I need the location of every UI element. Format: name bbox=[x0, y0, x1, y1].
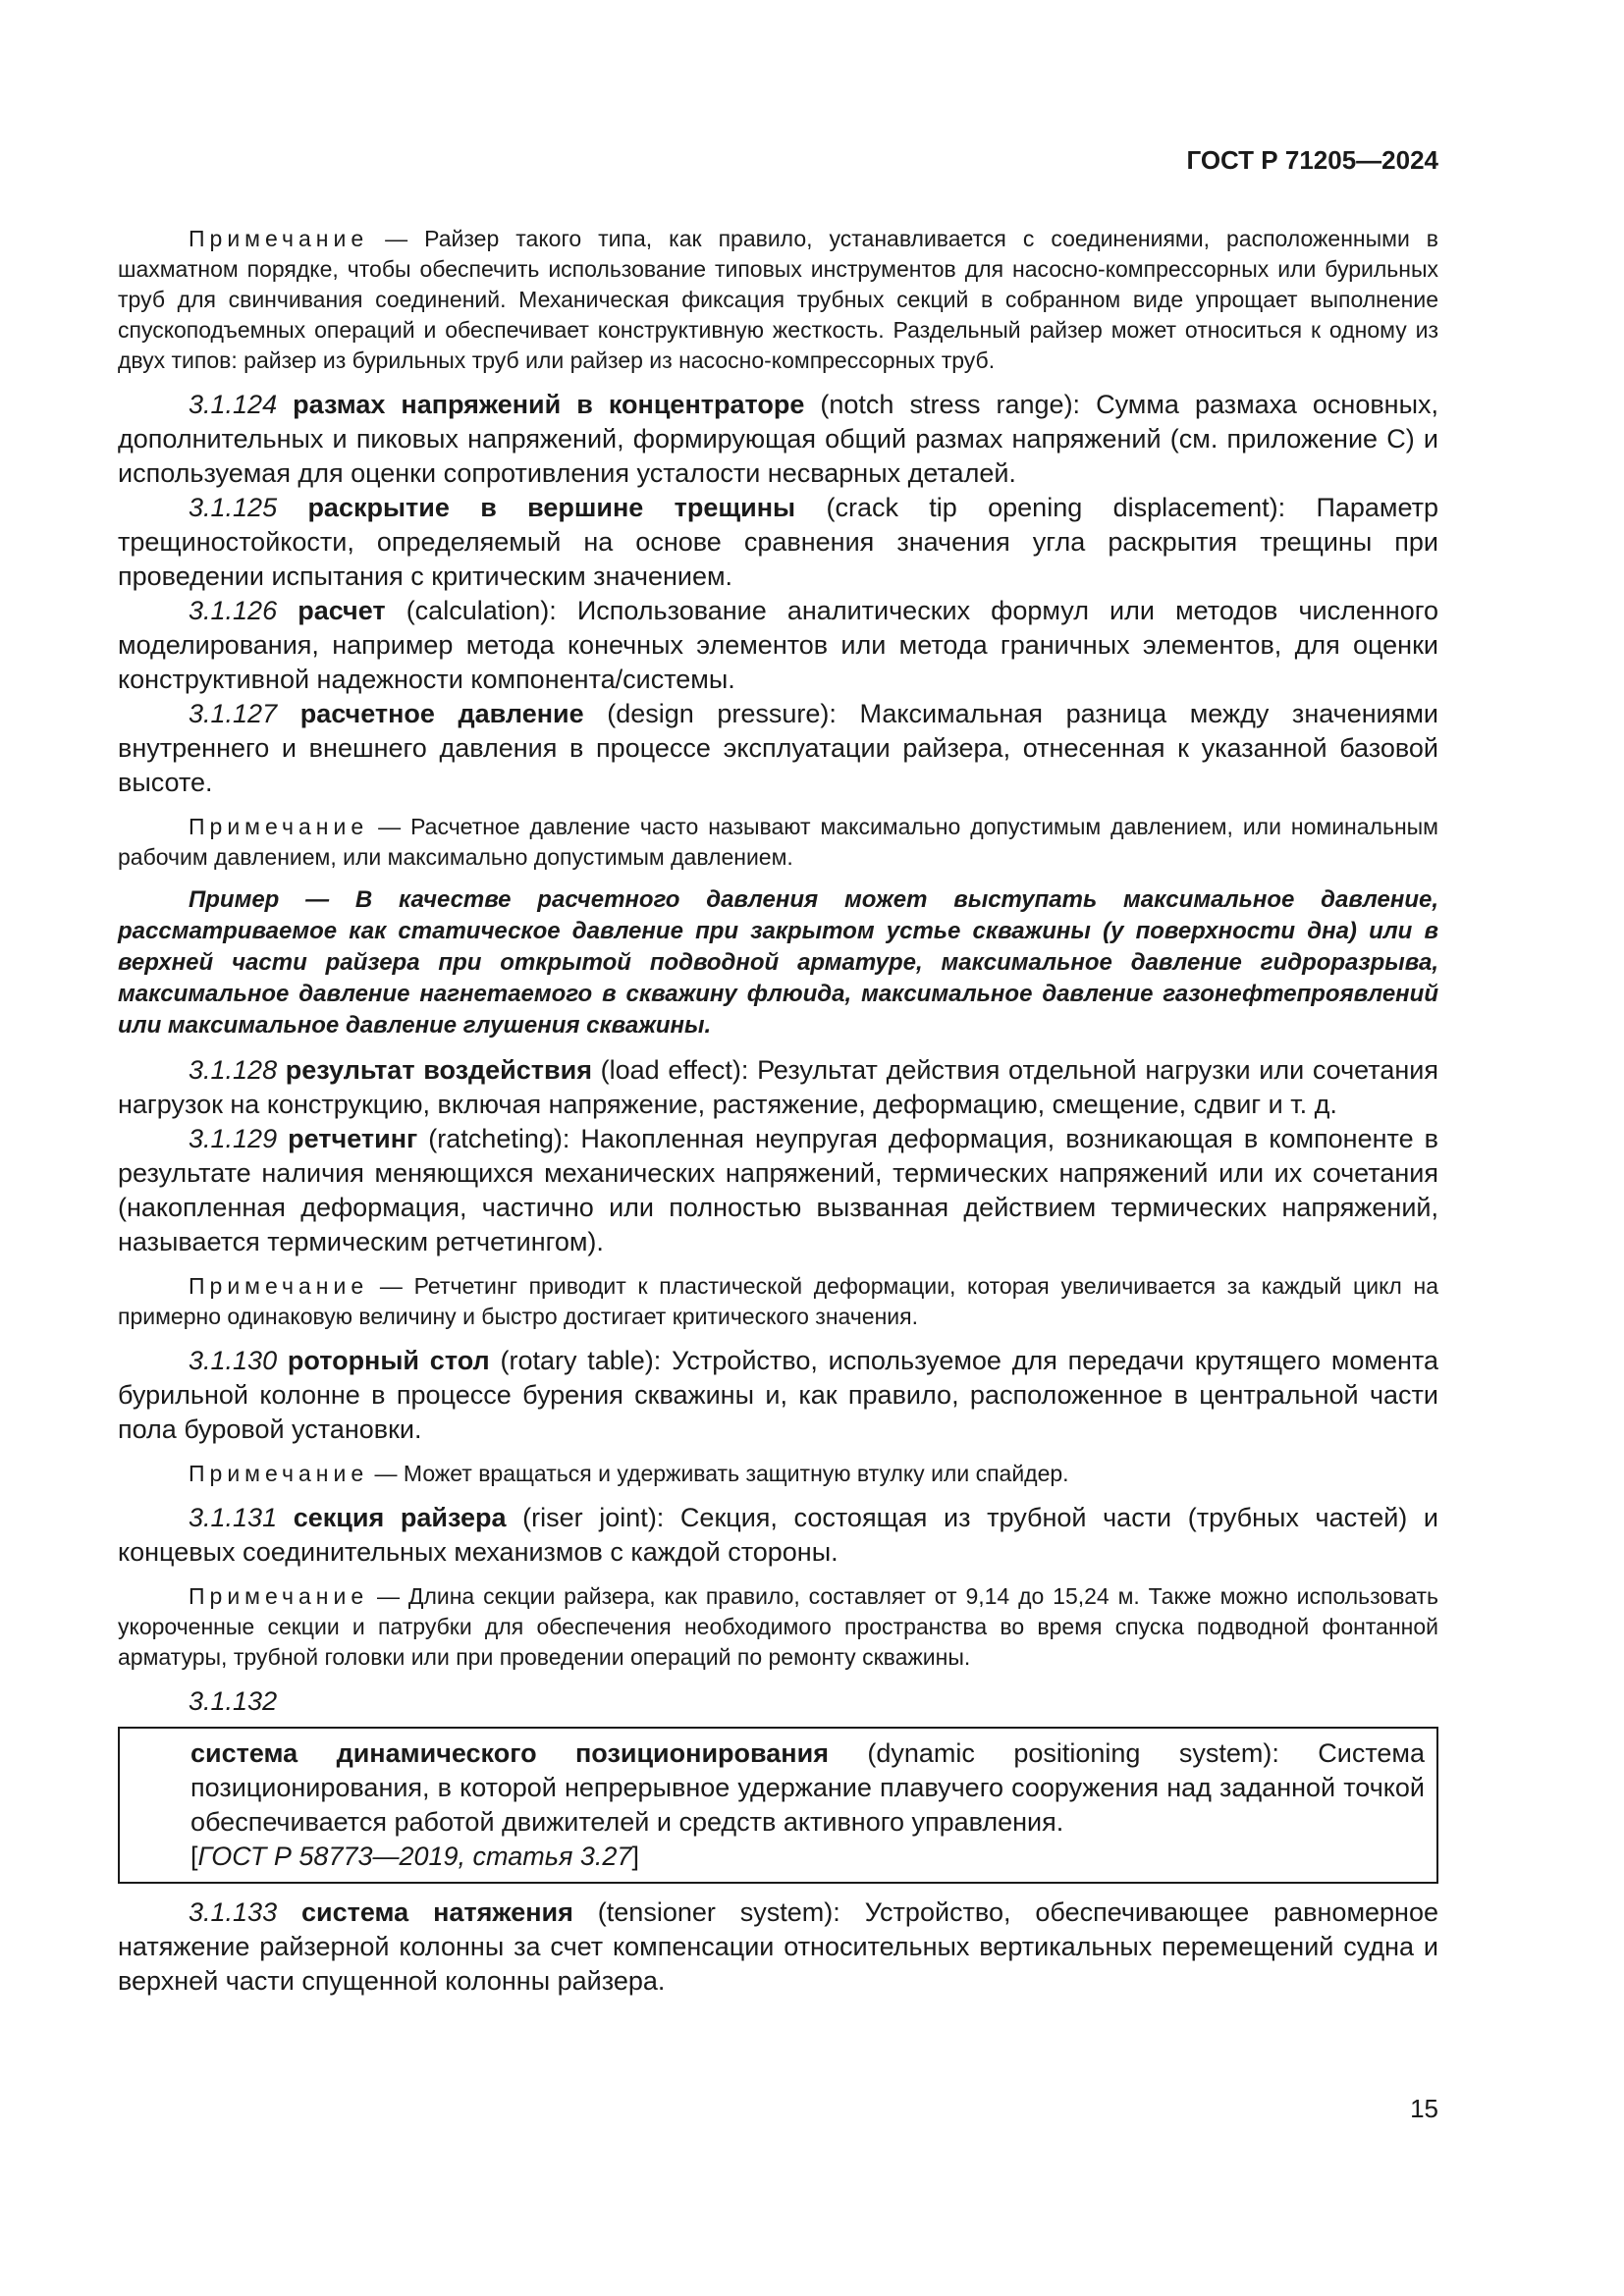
term-name: размах напряжений в концентраторе bbox=[293, 390, 805, 419]
term-name: роторный стол bbox=[287, 1346, 490, 1375]
term-definition: (calculation): Использование аналитических формул или методов численного моделирования, например метода конечных элементов или метода граничных элементов, для оценки конструктивной надежности компонента/системы. bbox=[118, 596, 1438, 694]
note-rotary-table bbox=[118, 1459, 1438, 1489]
term-name: система натяжения bbox=[301, 1897, 573, 1927]
note-label: Примечание bbox=[189, 1461, 369, 1486]
note-label: Примечание bbox=[189, 814, 369, 839]
term-number: 3.1.128 bbox=[189, 1055, 278, 1085]
quoted-term-box bbox=[118, 1727, 1438, 1884]
term-name: расчет bbox=[298, 596, 386, 625]
term-definition: (riser joint): Секция, состоящая из трубной части (трубных частей) и концевых соединительных механизмов с каждой стороны. bbox=[118, 1503, 1438, 1567]
term-number: 3.1.131 bbox=[189, 1503, 278, 1532]
note-riser-joint bbox=[118, 1581, 1438, 1673]
note-text: Райзер такого типа, как правило, устанавливается с соединениями, расположенными в шахматном порядке, чтобы обеспечить использование типовых инструментов для насосно-компрессорных или бурильных труб для свинчивания соединений. Механическая фиксация трубных секций в собранном виде упрощает выполнение спускоподъемных операций и обеспечивает конструктивную жесткость. Раздельный райзер может относиться к одному из двух типов: райзер из бурильных труб или райзер из насосно-компрессорных труб. bbox=[118, 226, 1439, 373]
term-entry-3-1-127 bbox=[118, 697, 1438, 800]
term-entry-3-1-124 bbox=[118, 388, 1438, 491]
term-entry-3-1-128 bbox=[118, 1053, 1438, 1122]
term-entry-3-1-125 bbox=[118, 491, 1438, 594]
term-number: 3.1.130 bbox=[189, 1346, 278, 1375]
note-label: Примечание bbox=[189, 226, 369, 251]
note-text: Расчетное давление часто называют максимально допустимым давлением, или номинальным рабочим давлением, или максимально допустимым давлением. bbox=[118, 814, 1438, 870]
term-definition: (design pressure): Максимальная разница между значениями внутреннего и внешнего давления в процессе эксплуатации райзера, отнесенная к указанной базовой высоте. bbox=[118, 699, 1438, 797]
term-entry-3-1-133 bbox=[118, 1896, 1438, 1999]
note-dash: — bbox=[378, 814, 402, 839]
term-entry-3-1-129 bbox=[118, 1122, 1438, 1259]
term-name: система динамического позиционирования bbox=[190, 1738, 829, 1768]
term-entry-3-1-131 bbox=[118, 1501, 1438, 1570]
example-design-pressure: Пример — В качестве расчетного давления может выступать максимальное давление, рассматриваемое как статическое давление при закрытом устье скважины (у поверхности дна) или в верхней части райзера при открытой подводной арматуре, максимальное давление гидроразрыва, максимальное давление нагнетаемого в скважину флюида, максимальное давление газонефтепроявлений или максимальное давление глушения скважины. bbox=[118, 886, 1438, 1039]
note-label: Примечание bbox=[189, 1273, 369, 1299]
term-number-3-1-132 bbox=[118, 1684, 1438, 1719]
term-number: 3.1.132 bbox=[189, 1686, 278, 1716]
term-definition: (rotary table): Устройство, используемое для передачи крутящего момента бурильной колонне в процессе бурения скважины и, как правило, расположенное в центральной части пола буровой установки. bbox=[118, 1346, 1438, 1444]
term-number: 3.1.127 bbox=[189, 699, 278, 728]
note-ratcheting bbox=[118, 1271, 1438, 1332]
source-citation: ГОСТ Р 58773—2019, статья 3.27 bbox=[197, 1842, 632, 1871]
page-number: 15 bbox=[1410, 2094, 1438, 2123]
note-riser-type bbox=[118, 224, 1438, 376]
note-text: Длина секции райзера, как правило, составляет от 9,14 до 15,24 м. Также можно использовать укороченные секции и патрубки для обеспечения необходимого пространства во время спуска подводной фонтанной арматуры, трубной головки или при проведении операций по ремонту скважины. bbox=[118, 1583, 1439, 1670]
term-definition: (tensioner system): Устройство, обеспечивающее равномерное натяжение райзерной колонны за счет компенсации относительных вертикальных перемещений судна и верхней части спущенной колонны райзера. bbox=[118, 1897, 1438, 1996]
term-entry-3-1-132 bbox=[190, 1736, 1425, 1840]
note-dash: — bbox=[379, 1273, 403, 1299]
note-design-pressure bbox=[118, 812, 1438, 873]
term-number: 3.1.126 bbox=[189, 596, 278, 625]
term-number: 3.1.125 bbox=[189, 493, 278, 522]
term-definition: (load effect): Результат действия отдельной нагрузки или сочетания нагрузок на конструкцию, включая напряжение, растяжение, деформацию, смещение, сдвиг и т. д. bbox=[118, 1055, 1438, 1119]
note-label: Примечание bbox=[189, 1583, 369, 1609]
term-entry-3-1-130 bbox=[118, 1344, 1438, 1447]
note-dash: — bbox=[374, 1461, 398, 1486]
note-text: Ретчетинг приводит к пластической деформации, которая увеличивается за каждый цикл на примерно одинаковую величину и быстро достигает критического значения. bbox=[118, 1273, 1439, 1329]
term-name: секция райзера bbox=[293, 1503, 507, 1532]
note-dash: — bbox=[385, 226, 408, 251]
term-definition: (notch stress range): Сумма размаха основных, дополнительных и пиковых напряжений, формирующая общий размах напряжений (см. приложение С) и используемая для оценки сопротивления усталости несварных деталей. bbox=[118, 390, 1438, 488]
term-entry-3-1-126 bbox=[118, 594, 1438, 697]
note-text: Может вращаться и удерживать защитную втулку или спайдер. bbox=[403, 1461, 1069, 1486]
term-name: результат воздействия bbox=[285, 1055, 592, 1085]
term-name: раскрытие в вершине трещины bbox=[307, 493, 796, 522]
term-definition: (crack tip opening displacement): Параметр трещиностойкости, определяемый на основе сравнения значения угла раскрытия трещины при проведении испытания с критическим значением. bbox=[118, 493, 1438, 591]
term-source-reference: [ГОСТ Р 58773—2019, статья 3.27] bbox=[190, 1842, 639, 1871]
term-number: 3.1.124 bbox=[189, 390, 278, 419]
term-definition: (dynamic positioning system): Система позиционирования, в которой непрерывное удержание плавучего сооружения над заданной точкой обеспечивается работой движителей и средств активного управления. bbox=[190, 1738, 1425, 1837]
term-number: 3.1.129 bbox=[189, 1124, 278, 1153]
term-name: расчетное давление bbox=[299, 699, 584, 728]
note-dash: — bbox=[377, 1583, 401, 1609]
document-header: ГОСТ Р 71205—2024 bbox=[1186, 145, 1438, 175]
document-body bbox=[118, 224, 1438, 1999]
term-number: 3.1.133 bbox=[189, 1897, 278, 1927]
term-definition: (ratcheting): Накопленная неупругая деформация, возникающая в компоненте в результате наличия меняющихся механических напряжений, термических напряжений или их сочетания (накопленная деформация, частично или полностью вызванная действием термических напряжений, называется термическим ретчетингом). bbox=[118, 1124, 1438, 1256]
term-name: ретчетинг bbox=[288, 1124, 418, 1153]
